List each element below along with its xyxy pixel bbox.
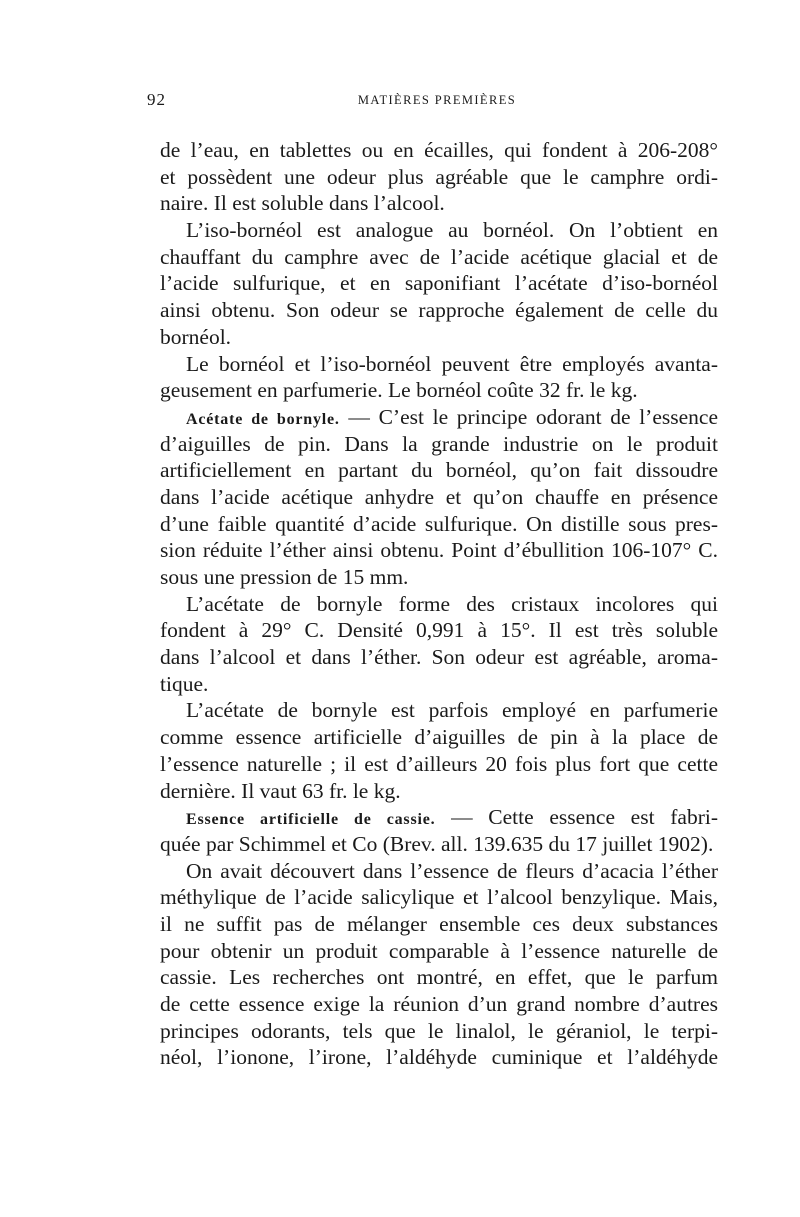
text-line: sous une pression de 15 mm. xyxy=(160,565,409,589)
text-line: fondent à 29° C. Densité 0,991 à 15°. Il est très soluble xyxy=(160,618,718,643)
entry-heading-essence-artificielle-de-cassie: Essence artificielle de cassie. xyxy=(186,811,436,829)
text-line: l’essence naturelle ; il est d’ailleurs 20 fois plus fort que cette xyxy=(160,751,718,776)
text-line: d’une faible quantité d’acide sulfurique. On distille sous pres- xyxy=(160,511,718,536)
text-line: de cette essence exige la réunion d’un grand nombre d’autres xyxy=(160,992,718,1016)
text-line: comme essence artificielle d’aiguilles de pin à la place de xyxy=(160,725,718,750)
text-line: quée par Schimmel et Co (Brev. all. 139.635 du 17 juillet 1902). xyxy=(160,831,714,856)
text-line: artificiellement en partant du bornéol, qu’on fait dissoudre xyxy=(160,458,718,483)
text-line: geusement en parfumerie. Le bornéol coûte 32 fr. le kg. xyxy=(160,378,638,403)
page-number: 92 xyxy=(147,90,166,109)
text-line: cassie. Les recherches ont montré, en effet, que le parfum xyxy=(160,965,718,990)
running-title: MATIÈRES PREMIÈRES xyxy=(357,93,517,107)
text-line: sion réduite l’éther ainsi obtenu. Point d’ébullition 106-107° C. xyxy=(160,538,718,563)
text-line: l’acide sulfurique, et en saponifiant l’acétate d’iso-bornéol xyxy=(160,271,718,296)
text-line: il ne suffit pas de mélanger ensemble ces deux substances xyxy=(160,911,718,936)
text-line: de l’eau, en tablettes ou en écailles, qui fondent à 206-208° xyxy=(160,138,718,162)
text-line: Acétate de bornyle. — C’est le principe odorant de l’essence xyxy=(186,404,718,429)
text-line: naire. Il est soluble dans l’alcool. xyxy=(160,191,445,216)
text-line: Le bornéol et l’iso-bornéol peuvent être employés avanta- xyxy=(186,351,718,376)
text-line: On avait découvert dans l’essence de fleurs d’acacia l’éther xyxy=(186,858,718,883)
text-line: dans l’alcool et dans l’éther. Son odeur est agréable, aroma- xyxy=(160,645,718,670)
text-line: Essence artificielle de cassie. — Cette essence est fabri- xyxy=(186,805,718,830)
text-line: tique. xyxy=(160,671,209,696)
text-line: chauffant du camphre avec de l’acide acétique glacial et de xyxy=(160,244,718,269)
text-line: bornéol. xyxy=(160,324,232,349)
text-line: d’aiguilles de pin. Dans la grande industrie on le produit xyxy=(160,431,718,456)
text-line: L’iso-bornéol est analogue au bornéol. On l’obtient en xyxy=(186,218,718,243)
text-line: méthylique de l’acide salicylique et l’alcool benzylique. Mais, xyxy=(160,885,718,910)
text-line: ainsi obtenu. Son odeur se rapproche également de celle du xyxy=(160,298,718,323)
text-line: dernière. Il vaut 63 fr. le kg. xyxy=(160,778,401,803)
text-line: L’acétate de bornyle forme des cristaux incolores qui xyxy=(186,591,718,616)
text-line: dans l’acide acétique anhydre et qu’on chauffe en présence xyxy=(160,484,718,509)
text-line: principes odorants, tels que le linalol, le géraniol, le terpi- xyxy=(160,1018,718,1043)
text-line: néol, l’ionone, l’irone, l’aldéhyde cuminique et l’aldéhyde xyxy=(160,1045,718,1070)
entry-heading-acetate-de-bornyle: Acétate de bornyle. xyxy=(186,410,340,428)
text-line: pour obtenir un produit comparable à l’essence naturelle de xyxy=(160,938,718,963)
text-line: L’acétate de bornyle est parfois employé en parfumerie xyxy=(186,698,718,723)
text-line: et possèdent une odeur plus agréable que le camphre ordi- xyxy=(160,164,718,189)
running-head xyxy=(147,90,727,112)
body-text xyxy=(160,137,718,1071)
